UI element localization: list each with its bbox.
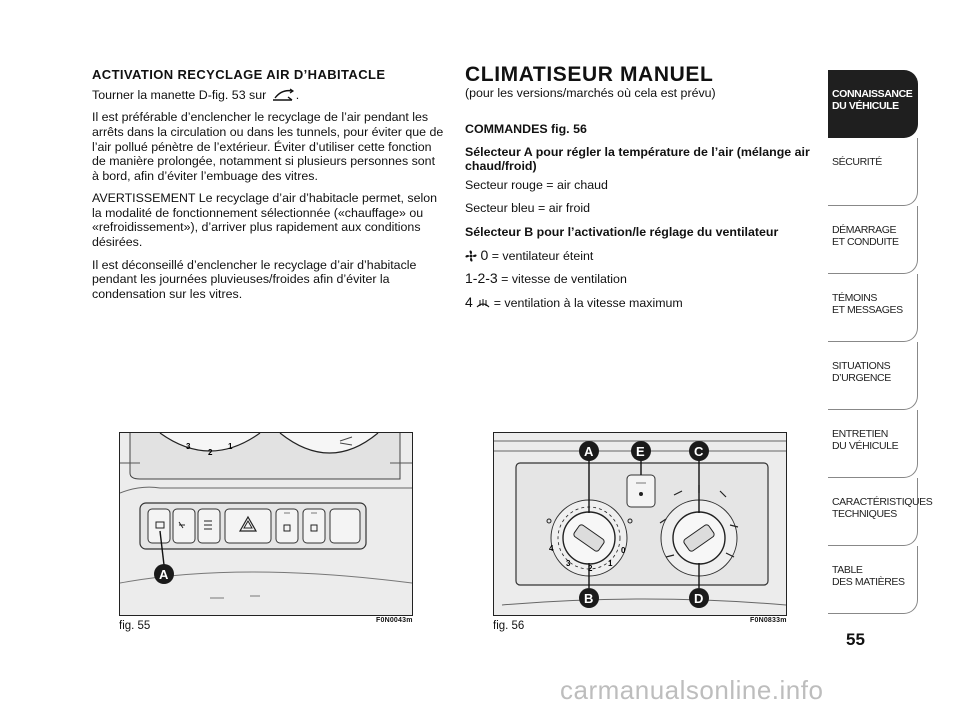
chapter-tab-connaissance[interactable]: CONNAISSANCE DU VÉHICULE (828, 70, 918, 138)
fig55-code: F0N0043m (376, 617, 413, 624)
blue-sector-text: Secteur bleu = air froid (465, 200, 591, 215)
recycle-para-3: Il est déconseillé d’enclencher le recyclage d’air d’habitacle pendant les journées pluvieuses/froides afin d’éviter la condensation sur les vitres. (92, 257, 417, 301)
section-title: CLIMATISEUR MANUEL (465, 63, 714, 86)
section-subtitle: (pour les versions/marchés où cela est prévu) (465, 85, 716, 100)
red-sector-text: Secteur rouge = air chaud (465, 177, 608, 192)
fan-number-3: 3 (566, 559, 571, 568)
recycle-heading: ACTIVATION RECYCLAGE AIR D’HABITACLE (92, 67, 386, 82)
recycle-air-icon (270, 88, 296, 102)
watermark: carmanualsonline.info (560, 675, 824, 705)
fan-number-2: 2 (588, 564, 593, 573)
fan-number-4: 4 (549, 544, 554, 553)
max-defrost-icon (476, 298, 490, 310)
fig55-label-a: A (159, 567, 169, 582)
fig56-label-e: E (636, 444, 645, 459)
recycle-para-2: AVERTISSEMENT Le recyclage d’air d’habitacle permet, selon la modalité de fonctionnement sélectionnée («chauffage» ou «refroidissement»), d’arriver plus rapidement aux conditions désirées. (92, 191, 438, 250)
figure-56-illustration (494, 433, 786, 615)
dial-number-3: 3 (186, 442, 191, 451)
left-column (92, 68, 444, 309)
chapter-tab-caracteristiques[interactable]: CARACTÉRISTIQUES TECHNIQUES (828, 478, 918, 546)
fan-max-line: 4 = ventilation à la vitesse maximum (465, 293, 683, 310)
chapter-tab-securite[interactable]: SÉCURITÉ (828, 138, 918, 206)
fig56-label-a: A (584, 444, 594, 459)
chapter-tab-entretien[interactable]: ENTRETIEN DU VÉHICULE (828, 410, 918, 478)
fig56-code: F0N0833m (750, 617, 787, 624)
dial-number-2: 2 (208, 448, 213, 457)
chapter-tab-temoins[interactable]: TÉMOINS ET MESSAGES (828, 274, 918, 342)
fan-icon (465, 250, 477, 262)
recycle-instruction: Tourner la manette D-fig. 53 sur . (92, 87, 300, 102)
fig55-caption: fig. 55 (119, 620, 151, 632)
selector-b-heading: Sélecteur B pour l’activation/le réglage du ventilateur (465, 225, 779, 240)
right-column (465, 63, 825, 319)
chapter-tab-table[interactable]: TABLE DES MATIÈRES (828, 546, 918, 614)
selector-a-heading: Sélecteur A pour régler la température de l’air (mélange air chaud/froid) (465, 144, 810, 174)
figure-55-illustration (120, 433, 412, 615)
fig56-label-d: D (694, 591, 704, 606)
chapter-tab-demarrage[interactable]: DÉMARRAGE ET CONDUITE (828, 206, 918, 274)
fan-off-line: 0 = ventilateur éteint (465, 248, 825, 264)
commands-heading: COMMANDES fig. 56 (465, 122, 587, 137)
recycle-para-1: Il est préférable d’enclencher le recyclage de l’air pendant les arrêts dans la circulation ou dans les tunnels, pour éviter que de l’air pollué pénètre de l’extérieur. Éviter d’utiliser cette fonction de manière prolongée, notamment si plusieurs personnes sont à bord, afin d’éviter l’embuage des vitres. (92, 110, 444, 183)
dial-number-1: 1 (228, 442, 233, 451)
chapter-sidebar (828, 70, 933, 614)
chapter-tab-urgence[interactable]: SITUATIONS D’URGENCE (828, 342, 918, 410)
page-number: 55 (846, 630, 865, 649)
figure-55 (119, 432, 413, 616)
figure-56 (493, 432, 787, 616)
fig56-label-b: B (584, 591, 594, 606)
fan-speed-line: 1-2-3 = vitesse de ventilation (465, 270, 627, 287)
fan-number-1: 1 (608, 559, 613, 568)
fig56-label-c: C (694, 444, 704, 459)
fig56-caption: fig. 56 (493, 620, 525, 632)
fan-number-0: 0 (621, 546, 626, 555)
